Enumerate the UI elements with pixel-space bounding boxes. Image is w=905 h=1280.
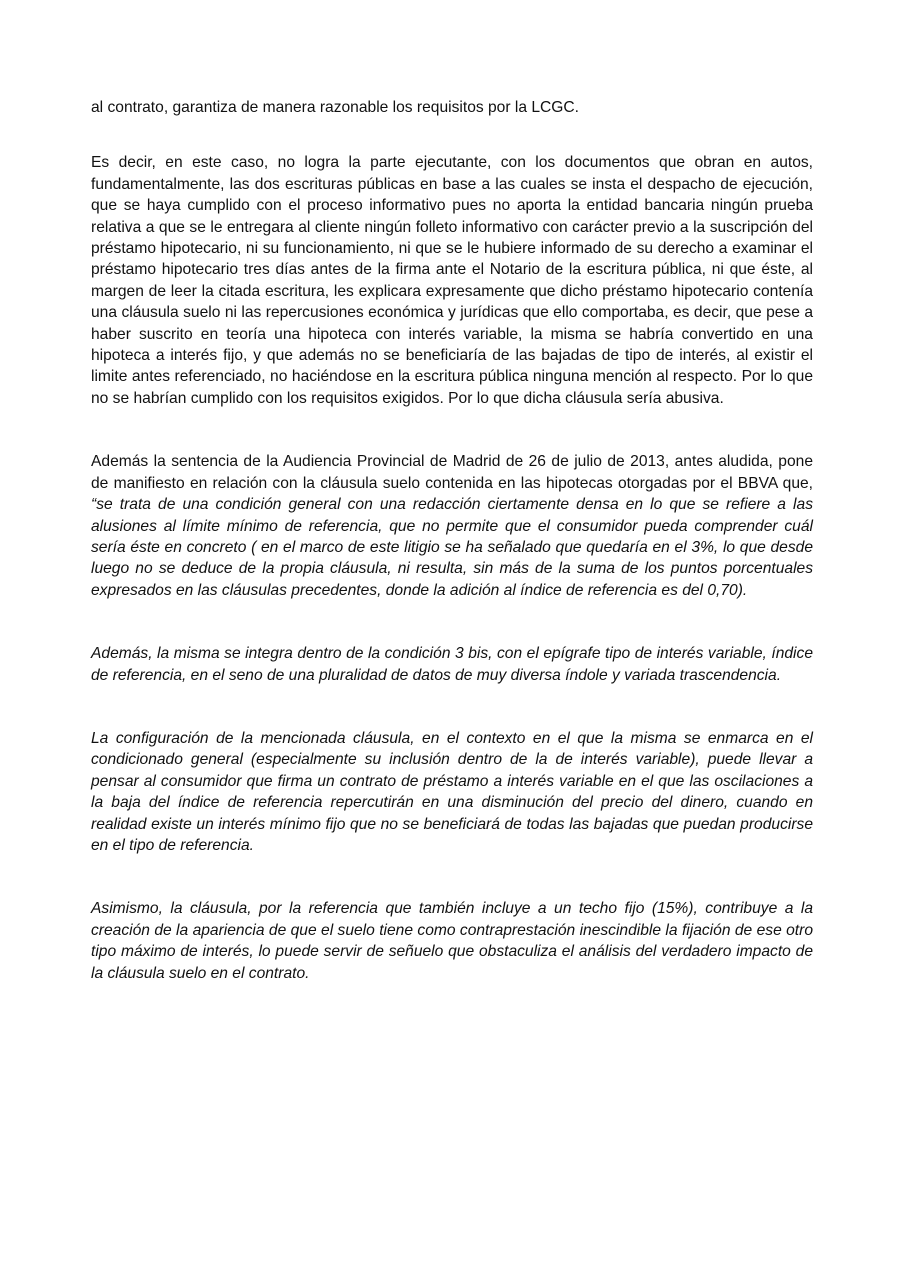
paragraph-1: al contrato, garantiza de manera razonable los requisitos por la LCGC. — [91, 99, 579, 116]
paragraph-5: La configuración de la mencionada cláusula, en el contexto en el que la misma se enmarca en el condicionado general (especialmente su inclusión dentro de la de interés variable), puede llevar a pensar al consumidor que firma un contrato de préstamo a interés variable en el que las oscilaciones a la baja del índice de referencia repercutirán en una disminución del precio del dinero, cuando en realidad existe un interés mínimo fijo que no se beneficiará de todas las bajadas que puedan producirse en el tipo de referencia. — [91, 729, 813, 854]
paragraph-3 — [91, 451, 813, 601]
paragraph-6: Asimismo, la cláusula, por la referencia que también incluye a un techo fijo (15%), contribuye a la creación de la apariencia de que el suelo tiene como contraprestación inescindible la fijación de ese otro tipo máximo de interés, lo puede servir de señuelo que obstaculiza el análisis del verdadero impacto de la cláusula suelo en el contrato. — [91, 900, 813, 982]
paragraph-3-quote: “se trata de una condición general con una redacción ciertamente densa en lo que se refiere a las alusiones al límite mínimo de referencia, que no permite que el consumidor pueda comprender cuál sería éste en concreto ( en el marco de este litigio se ha señalado que quedaría en el 3%, lo que desde luego no se deduce de la propia cláusula, ni resulta, sin más de la suma de los puntos porcentuales expresados en las cláusulas precedentes, donde la adición al índice de referencia es del 0,70). — [91, 496, 813, 599]
document-page — [91, 97, 813, 984]
paragraph-4: Además, la misma se integra dentro de la condición 3 bis, con el epígrafe tipo de interés variable, índice de referencia, en el seno de una pluralidad de datos de muy diversa índole y variada trascendencia. — [91, 645, 813, 684]
paragraph-2: Es decir, en este caso, no logra la parte ejecutante, con los documentos que obran en autos, fundamentalmente, las dos escrituras públicas en base a las cuales se insta el despacho de ejecución, que se haya cumplido con el proceso informativo pues no aporta la entidad bancaria ningún prueba relativa a que se le entregara al cliente ningún folleto informativo con carácter previo a la suscripción del préstamo hipotecario, ni su funcionamiento, ni que se le hubiere informado de su derecho a examinar el préstamo hipotecario tres días antes de la firma ante el Notario de la escritura pública, ni que éste, al margen de leer la citada escritura, les explicara expresamente que dicho préstamo hipotecario contenía una cláusula suelo ni las repercusiones económica y jurídicas que ello comportaba, es decir, que pese a haber suscrito en teoría una hipoteca con interés variable, la misma se habría convertido en una hipoteca a interés fijo, y que además no se beneficiaría de las bajadas de tipo de interés, al existir el limite antes referenciado, no haciéndose en la escritura pública ninguna mención al respecto. Por lo que no se habrían cumplido con los requisitos exigidos. Por lo que dicha cláusula sería abusiva. — [91, 154, 813, 407]
paragraph-3-plain: Además la sentencia de la Audiencia Provincial de Madrid de 26 de julio de 2013, antes aludida, pone de manifiesto en relación con la cláusula suelo contenida en las hipotecas otorgadas por el BBVA que, — [91, 453, 813, 492]
